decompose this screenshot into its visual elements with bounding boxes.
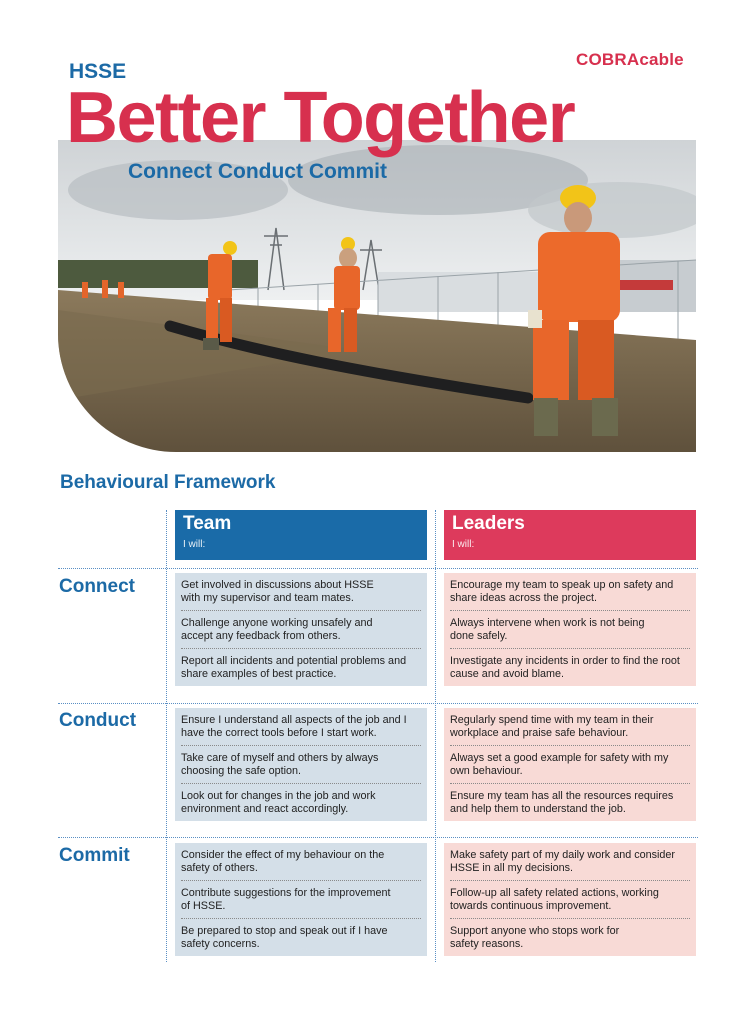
logo-suffix: cable xyxy=(639,50,684,69)
grid-divider xyxy=(58,837,698,838)
leaders-column-header xyxy=(444,510,696,560)
leaders-column-title: Leaders xyxy=(452,513,525,534)
section-label-connect: Connect xyxy=(59,576,135,597)
list-item: Contribute suggestions for the improvement of HSSE. xyxy=(181,880,421,918)
list-item: Get involved in discussions about HSSE with my supervisor and team mates. xyxy=(181,579,374,604)
list-item: Investigate any incidents in order to find the root cause and avoid blame. xyxy=(450,648,690,686)
list-item: Ensure I understand all aspects of the job and I have the correct tools before I start work. xyxy=(181,714,407,739)
section-label-commit: Commit xyxy=(59,845,130,866)
grid-divider xyxy=(435,510,436,962)
list-item: Be prepared to stop and speak out if I have safety concerns. xyxy=(181,918,421,956)
page-subtitle: Connect Conduct Commit xyxy=(128,160,387,183)
conduct-team-cell xyxy=(175,708,427,821)
list-item: Take care of myself and others by always choosing the safe option. xyxy=(181,745,421,783)
list-item: Consider the effect of my behaviour on the safety of others. xyxy=(181,849,385,874)
list-item: Ensure my team has all the resources requires and help them to understand the job. xyxy=(450,783,690,821)
commit-leaders-cell xyxy=(444,843,696,956)
list-item: Regularly spend time with my team in their workplace and praise safe behaviour. xyxy=(450,714,654,739)
team-column-subtitle: I will: xyxy=(183,539,206,550)
logo-main: COBRA xyxy=(576,50,640,69)
connect-leaders-cell xyxy=(444,573,696,686)
grid-divider xyxy=(58,703,698,704)
list-item: Report all incidents and potential problems and share examples of best practice. xyxy=(181,648,421,686)
section-label-conduct: Conduct xyxy=(59,710,137,731)
list-item: Challenge anyone working unsafely and accept any feedback from others. xyxy=(181,610,421,648)
page-title: Better Together xyxy=(66,78,575,158)
hero-photo xyxy=(58,140,696,452)
framework-title: Behavioural Framework xyxy=(60,472,276,493)
connect-team-cell xyxy=(175,573,427,686)
grid-divider xyxy=(166,510,167,962)
list-item: Encourage my team to speak up on safety and share ideas across the project. xyxy=(450,579,674,604)
cobracable-logo xyxy=(576,50,684,70)
list-item: Look out for changes in the job and work environment and react accordingly. xyxy=(181,783,421,821)
list-item: Make safety part of my daily work and consider HSSE in all my decisions. xyxy=(450,849,676,874)
list-item: Support anyone who stops work for safety reasons. xyxy=(450,918,690,956)
leaders-column-subtitle: I will: xyxy=(452,539,475,550)
team-column-title: Team xyxy=(183,513,232,534)
list-item: Always intervene when work is not being done safely. xyxy=(450,610,690,648)
construction-workers-photo-icon xyxy=(58,140,696,452)
grid-divider xyxy=(58,568,698,569)
list-item: Always set a good example for safety with my own behaviour. xyxy=(450,745,690,783)
header-kicker: HSSE xyxy=(69,60,127,83)
conduct-leaders-cell xyxy=(444,708,696,821)
list-item: Follow-up all safety related actions, working towards continuous improvement. xyxy=(450,880,690,918)
commit-team-cell xyxy=(175,843,427,956)
team-column-header xyxy=(175,510,427,560)
